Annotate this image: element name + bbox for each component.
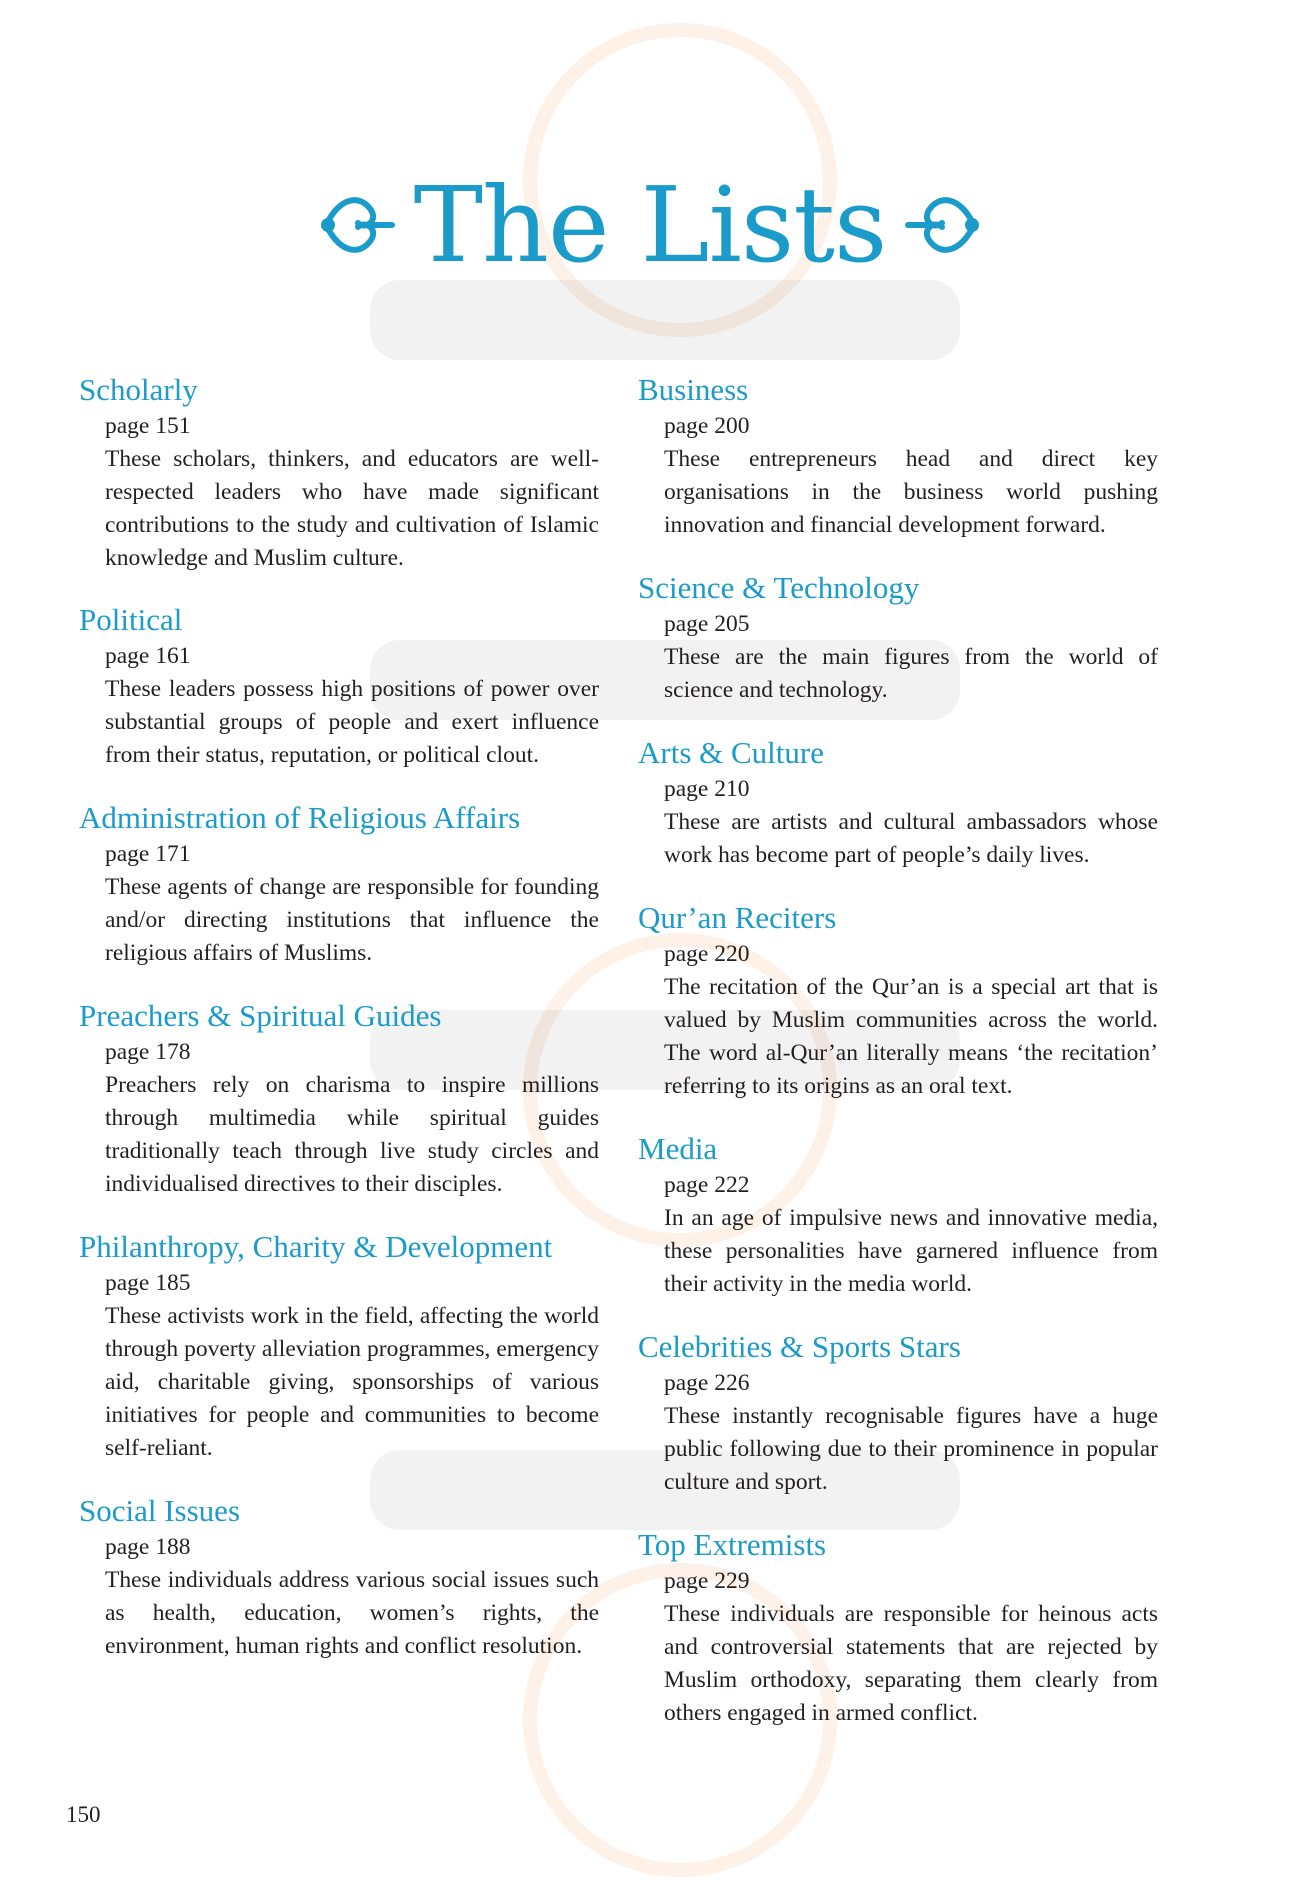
title-banner [0,150,1300,300]
fleuron-left-icon [316,185,396,265]
entry-title: Qur’an Reciters [638,900,837,935]
entry-page-ref: page 178 [105,1039,191,1065]
entry-page-ref: page 185 [105,1270,191,1296]
entry-description: These activists work in the field, affecting the world through poverty alleviation programmes, emergency aid, charitable giving, sponsorships of various initiatives for people and communities to become self-reliant. [105,1303,599,1461]
entry-title: Philanthropy, Charity & Development [79,1229,553,1264]
entry-title: Arts & Culture [638,735,824,770]
entry-page-ref: page 151 [105,413,191,439]
list-entry-philanthropy [79,1227,599,1465]
entry-description: These entrepreneurs head and direct key organisations in the business world pushing innovation and financial development forward. [664,446,1158,538]
list-entry-media [638,1129,1158,1301]
list-entry-business [638,370,1158,542]
entry-title: Scholarly [79,372,198,407]
entry-description: These agents of change are responsible for founding and/or directing institutions that influence the religious affairs of Muslims. [105,874,599,966]
entry-title: Political [79,602,183,637]
entry-title: Science & Technology [638,570,920,605]
entry-description: These leaders possess high positions of power over substantial groups of people and exert influence from their status, reputation, or political clout. [105,676,599,768]
entry-page-ref: page 210 [664,776,750,802]
entry-page-ref: page 229 [664,1568,750,1594]
fleuron-right-icon [904,185,984,265]
list-entry-arts [638,733,1158,872]
entry-page-ref: page 188 [105,1534,191,1560]
list-entry-celebrities [638,1327,1158,1499]
entry-title: Top Extremists [638,1527,827,1562]
entry-title: Business [638,372,749,407]
entry-title: Preachers & Spiritual Guides [79,998,442,1033]
entry-page-ref: page 220 [664,941,750,967]
list-entry-religious-affairs [79,798,599,970]
entry-page-ref: page 226 [664,1370,750,1396]
list-entry-social-issues [79,1491,599,1663]
entry-page-ref: page 222 [664,1172,750,1198]
page-number: 150 [66,1802,101,1827]
entry-description: These individuals are responsible for heinous acts and controversial statements that are rejected by Muslim orthodoxy, separating them clearly from others engaged in armed conflict. [664,1601,1158,1726]
list-entry-reciters [638,898,1158,1103]
entry-title: Celebrities & Sports Stars [638,1329,961,1364]
entry-description: These individuals address various social issues such as health, education, women’s rights, the environment, human rights and conflict resolution. [105,1567,599,1659]
list-entry-science [638,568,1158,707]
entry-title: Media [638,1131,718,1166]
entry-description: Preachers rely on charisma to inspire millions through multimedia while spiritual guides traditionally teach through live study circles and individualised directives to their disciples. [105,1072,599,1197]
page-title: The Lists [413,164,887,286]
entry-page-ref: page 161 [105,643,191,669]
entry-title: Administration of Religious Affairs [79,800,521,835]
entry-description: These scholars, thinkers, and educators are well-respected leaders who have made significant contributions to the study and cultivation of Islamic knowledge and Muslim culture. [105,446,599,571]
list-entry-preachers [79,996,599,1201]
entry-description: In an age of impulsive news and innovative media, these personalities have garnered influence from their activity in the media world. [664,1205,1158,1297]
entry-description: These are the main figures from the world of science and technology. [664,644,1158,703]
entry-title: Social Issues [79,1493,241,1528]
list-entry-political [79,600,599,772]
entry-page-ref: page 171 [105,841,191,867]
entry-page-ref: page 200 [664,413,750,439]
entry-description: These are artists and cultural ambassadors whose work has become part of people’s daily lives. [664,809,1158,868]
list-entry-extremists [638,1525,1158,1730]
list-entry-scholarly [79,370,599,575]
entry-description: These instantly recognisable figures have a huge public following due to their prominence in popular culture and sport. [664,1403,1158,1495]
entry-page-ref: page 205 [664,611,750,637]
entry-description: The recitation of the Qur’an is a special art that is valued by Muslim communities across the world. The word al-Qur’an literally means ‘the recitation’ referring to its origins as an oral text. [664,974,1158,1099]
